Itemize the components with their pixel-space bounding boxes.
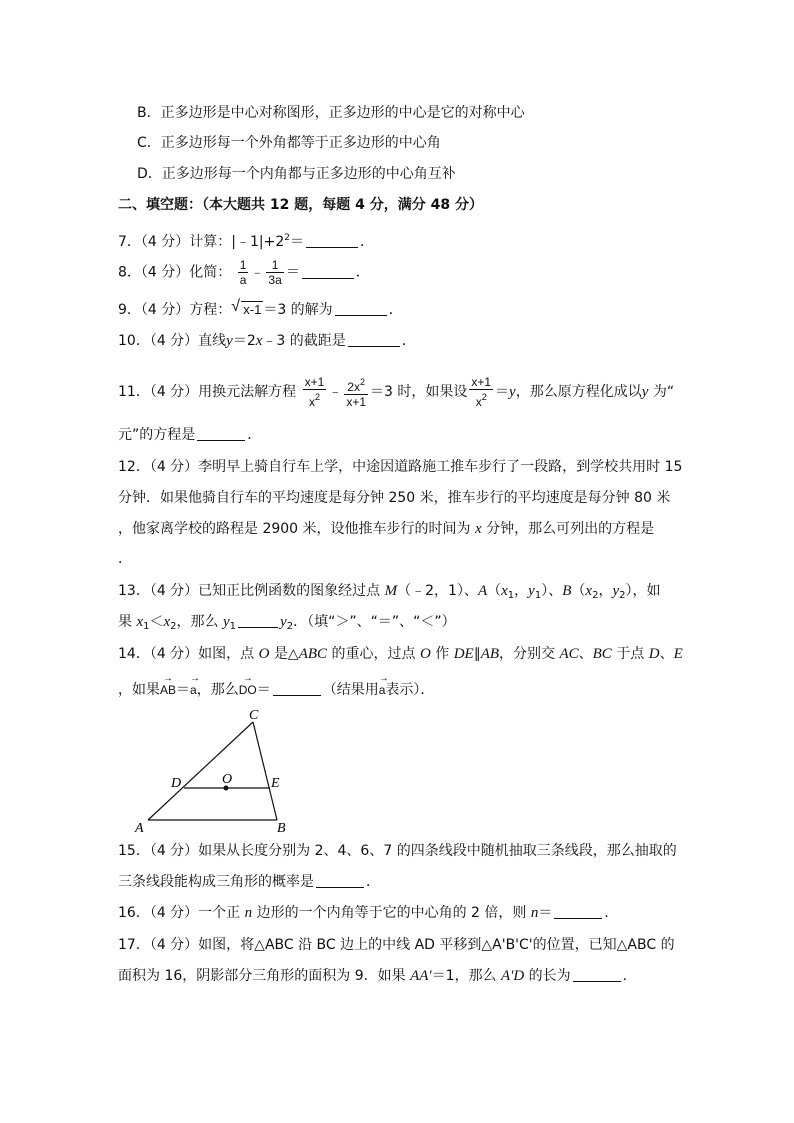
answer-blank [573, 967, 621, 982]
question-8: 8．（4 分）化简： $\frac{1}{a}$ ﹣ $\frac{1}{3a}$ ＝ ． [118, 258, 370, 287]
label-d: D [171, 776, 182, 791]
answer-blank [335, 301, 387, 316]
answer-blank [348, 332, 400, 347]
question-12: 12．（4 分）李明早上骑自行车上学，中途因道路施工推车步行了一段路，到学校共用时 15 [118, 459, 683, 475]
label-c: C [249, 708, 259, 723]
label-a: A [135, 821, 144, 836]
question-16: 16．（4 分）一个正 n 边形的一个内角等于它的中心角的 2 倍，则 n＝ ． [118, 905, 619, 921]
answer-blank [273, 681, 321, 696]
answer-blank [316, 873, 364, 888]
answer-blank [554, 904, 602, 919]
question-11: 11．（4 分）用换元法解方程 $\frac{x+1}{x^2}$ ﹣ $\frac{2x^2}{x+1}$ ＝3 时，如果设 $\frac{x+1}{x^2}$ ＝y，那么原方程化成以y 为“ [118, 375, 675, 409]
vector-ab: → AB [160, 680, 176, 700]
question-9: 9．（4 分）方程： √ x-1 ＝3 的解为 ． [118, 298, 403, 318]
vector-do: → DO [239, 680, 257, 700]
answer-blank [302, 264, 354, 279]
answer-blank [197, 426, 245, 441]
option-c: C．正多边形每一个外角都等于正多边形的中心角 [137, 135, 441, 151]
answer-blank [306, 233, 358, 248]
label-e: E [271, 776, 280, 791]
side-ac [148, 722, 253, 820]
question-12-line-2: 分钟．如果他骑自行车的平均速度是每分钟 250 米，推车步行的平均速度是每分钟 80 米 [118, 490, 671, 506]
fraction: $\frac{x+1}{x^2}$ [471, 375, 492, 409]
vector-a: → a [190, 680, 197, 700]
label-o: O [222, 772, 233, 787]
fraction: $\frac{1}{a}$ [239, 258, 247, 287]
fraction: $\frac{1}{3a}$ [268, 258, 282, 287]
answer-blank [238, 613, 278, 628]
question-15: 15．（4 分）如果从长度分别为 2、4、6、7 的四条线段中随机抽取三条线段，那么抽取的 [118, 843, 677, 859]
question-14-line-2: ，如果→ AB＝→ a，那么→ DO＝ （结果用→ a表示）． [118, 680, 434, 700]
question-17: 17．（4 分）如图，将△ABC 沿 BC 边上的中线 AD 平移到△A'B'C'的位置，已知△ABC 的 [118, 937, 675, 953]
vector-a: → a [379, 680, 386, 700]
question-15-line-2: 三条线段能构成三角形的概率是 ． [118, 874, 380, 890]
label-b: B [277, 821, 286, 836]
question-14: 14．（4 分）如图，点 O 是△ABC 的重心，过点 O 作 DE∥AB，分别交 AC、BC 于点 D、E [118, 646, 683, 662]
question-13-line-2: 果 $x_1<x_2$，那么 $y_1$ $y_2$．（填“＞”、“＝”、“＜”） [118, 614, 456, 632]
question-11-line-2: 元”的方程是 ． [118, 427, 262, 443]
section-title: 二、填空题：（本大题共 12 题，每题 4 分，满分 48 分） [118, 197, 483, 213]
side-bc [253, 722, 277, 820]
sqrt-expression: √ x-1 [231, 298, 262, 317]
fraction: $\frac{x+1}{x^2}$ [304, 375, 325, 409]
question-17-line-2: 面积为 16，阴影部分三角形的面积为 9．如果 AA'＝1，那么 A'D 的长为 ． [118, 968, 637, 984]
option-b: B．正多边形是中心对称图形，正多边形的中心是它的对称中心 [137, 105, 525, 121]
question-13: 13．（4 分）已知正比例函数的图象经过点 M（﹣2，1）、$A(x_1$，$y_1$）、$B(x_2$，$y_2$），如 [118, 583, 661, 601]
triangle-figure [130, 705, 300, 840]
option-d: D．正多边形每一个内角都与正多边形的中心角互补 [137, 166, 456, 182]
question-10: 10．（4 分）直线y＝2x﹣3 的截距是 ． [118, 333, 416, 349]
question-12-line-4: ． [118, 551, 132, 567]
question-7: 7．（4 分）计算：$|﹣1|+2^2=$ ． [118, 233, 374, 250]
question-12-line-3: ，他家离学校的路程是 2900 米，设他推车步行的时间为 x 分钟，那么可列出的方程是 [118, 521, 655, 537]
fraction: $\frac{2x^2}{x+1}$ [346, 377, 366, 409]
